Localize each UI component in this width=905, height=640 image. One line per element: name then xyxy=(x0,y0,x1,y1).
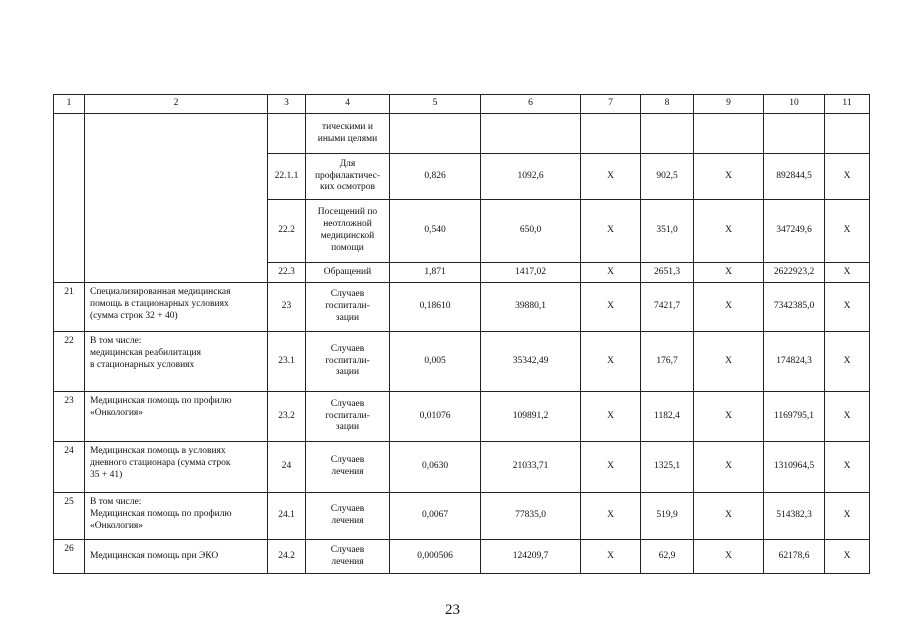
value-cell: X xyxy=(694,154,764,200)
page-number: 23 xyxy=(445,602,460,618)
table-row xyxy=(54,283,870,332)
value-cell: 0,0067 xyxy=(390,493,481,540)
row-name-cell: В том числе: медицинская реабилитация в стационарных условиях xyxy=(85,332,268,392)
code-cell: 23 xyxy=(268,283,306,332)
value-cell: 1092,6 xyxy=(481,154,581,200)
value-cell: 7342385,0 xyxy=(764,283,825,332)
header-cell: 7 xyxy=(581,95,641,114)
value-cell xyxy=(481,114,581,154)
value-cell: 1310964,5 xyxy=(764,442,825,493)
value-cell: 1,871 xyxy=(390,263,481,283)
value-cell xyxy=(641,114,694,154)
value-cell: X xyxy=(581,154,641,200)
value-cell: 650,0 xyxy=(481,200,581,263)
value-cell: 1169795,1 xyxy=(764,392,825,442)
row-number-cell: 26 xyxy=(54,540,85,574)
value-cell: X xyxy=(581,332,641,392)
code-cell: 22.1.1 xyxy=(268,154,306,200)
value-cell: X xyxy=(694,332,764,392)
unit-cell: Посещений по неотложной медицинской помощи xyxy=(306,200,390,263)
unit-cell: Случаев лечения xyxy=(306,540,390,574)
value-cell: X xyxy=(694,263,764,283)
unit-cell: Для профилактичес- ких осмотров xyxy=(306,154,390,200)
unit-cell: Обращений xyxy=(306,263,390,283)
value-cell: X xyxy=(825,263,870,283)
value-cell: X xyxy=(694,540,764,574)
value-cell: 347249,6 xyxy=(764,200,825,263)
row-name-cell xyxy=(85,114,268,283)
unit-cell: Случаев госпитали- зации xyxy=(306,283,390,332)
value-cell: X xyxy=(825,332,870,392)
table-row xyxy=(54,332,870,392)
value-cell: 0,01076 xyxy=(390,392,481,442)
value-cell: 174824,3 xyxy=(764,332,825,392)
table-row xyxy=(54,392,870,442)
value-cell: X xyxy=(825,392,870,442)
header-cell: 6 xyxy=(481,95,581,114)
value-cell: 902,5 xyxy=(641,154,694,200)
row-name-cell: Медицинская помощь при ЭКО xyxy=(85,540,268,574)
code-cell xyxy=(268,114,306,154)
value-cell: X xyxy=(694,493,764,540)
value-cell: 0,000506 xyxy=(390,540,481,574)
value-cell: X xyxy=(581,493,641,540)
row-name-cell: В том числе: Медицинская помощь по профилю «Онкология» xyxy=(85,493,268,540)
value-cell: X xyxy=(581,540,641,574)
unit-cell: Случаев госпитали- зации xyxy=(306,332,390,392)
value-cell: 7421,7 xyxy=(641,283,694,332)
value-cell xyxy=(390,114,481,154)
row-name-cell: Медицинская помощь в условиях дневного стационара (сумма строк 35 + 41) xyxy=(85,442,268,493)
code-cell: 22.2 xyxy=(268,200,306,263)
value-cell: X xyxy=(694,442,764,493)
header-cell: 5 xyxy=(390,95,481,114)
value-cell: 0,0630 xyxy=(390,442,481,493)
code-cell: 24 xyxy=(268,442,306,493)
row-number-cell: 22 xyxy=(54,332,85,392)
unit-cell: тическими и иными целями xyxy=(306,114,390,154)
value-cell: 0,826 xyxy=(390,154,481,200)
row-name-cell: Специализированная медицинская помощь в стационарных условиях (сумма строк 32 + 40) xyxy=(85,283,268,332)
value-cell: 176,7 xyxy=(641,332,694,392)
value-cell: 124209,7 xyxy=(481,540,581,574)
value-cell: 2651,3 xyxy=(641,263,694,283)
table-row xyxy=(54,114,870,154)
value-cell: X xyxy=(825,493,870,540)
value-cell: X xyxy=(694,392,764,442)
value-cell: X xyxy=(825,283,870,332)
value-cell: X xyxy=(581,392,641,442)
value-cell xyxy=(581,114,641,154)
value-cell xyxy=(694,114,764,154)
header-cell: 2 xyxy=(85,95,268,114)
header-cell: 3 xyxy=(268,95,306,114)
value-cell: 0,18610 xyxy=(390,283,481,332)
value-cell: 35342,49 xyxy=(481,332,581,392)
unit-cell: Случаев лечения xyxy=(306,493,390,540)
unit-cell: Случаев госпитали- зации xyxy=(306,392,390,442)
code-cell: 24.1 xyxy=(268,493,306,540)
value-cell: 62,9 xyxy=(641,540,694,574)
value-cell: 39880,1 xyxy=(481,283,581,332)
value-cell: 0,005 xyxy=(390,332,481,392)
value-cell: 519,9 xyxy=(641,493,694,540)
value-cell: X xyxy=(581,200,641,263)
value-cell: 1417,02 xyxy=(481,263,581,283)
value-cell: X xyxy=(825,442,870,493)
code-cell: 24.2 xyxy=(268,540,306,574)
table-row xyxy=(54,442,870,493)
value-cell: X xyxy=(825,200,870,263)
row-number-cell: 25 xyxy=(54,493,85,540)
data-table xyxy=(53,94,870,574)
value-cell: 0,540 xyxy=(390,200,481,263)
value-cell: X xyxy=(581,283,641,332)
header-cell: 11 xyxy=(825,95,870,114)
value-cell: 77835,0 xyxy=(481,493,581,540)
row-number-cell xyxy=(54,114,85,283)
value-cell: 2622923,2 xyxy=(764,263,825,283)
row-number-cell: 23 xyxy=(54,392,85,442)
value-cell xyxy=(764,114,825,154)
unit-cell: Случаев лечения xyxy=(306,442,390,493)
header-cell: 1 xyxy=(54,95,85,114)
value-cell: X xyxy=(694,283,764,332)
code-cell: 23.2 xyxy=(268,392,306,442)
row-number-cell: 24 xyxy=(54,442,85,493)
value-cell: 351,0 xyxy=(641,200,694,263)
value-cell: X xyxy=(694,200,764,263)
value-cell: 1325,1 xyxy=(641,442,694,493)
value-cell: 109891,2 xyxy=(481,392,581,442)
value-cell: X xyxy=(825,154,870,200)
header-cell: 10 xyxy=(764,95,825,114)
value-cell: X xyxy=(581,442,641,493)
row-number-cell: 21 xyxy=(54,283,85,332)
header-cell: 4 xyxy=(306,95,390,114)
value-cell: 1182,4 xyxy=(641,392,694,442)
code-cell: 22.3 xyxy=(268,263,306,283)
value-cell: 21033,71 xyxy=(481,442,581,493)
value-cell: X xyxy=(581,263,641,283)
table-row xyxy=(54,493,870,540)
value-cell: X xyxy=(825,540,870,574)
value-cell: 892844,5 xyxy=(764,154,825,200)
table-row xyxy=(54,540,870,574)
header-cell: 9 xyxy=(694,95,764,114)
row-name-cell: Медицинская помощь по профилю «Онкология» xyxy=(85,392,268,442)
value-cell: 62178,6 xyxy=(764,540,825,574)
header-cell: 8 xyxy=(641,95,694,114)
code-cell: 23.1 xyxy=(268,332,306,392)
header-row xyxy=(54,95,870,114)
value-cell: 514382,3 xyxy=(764,493,825,540)
value-cell xyxy=(825,114,870,154)
